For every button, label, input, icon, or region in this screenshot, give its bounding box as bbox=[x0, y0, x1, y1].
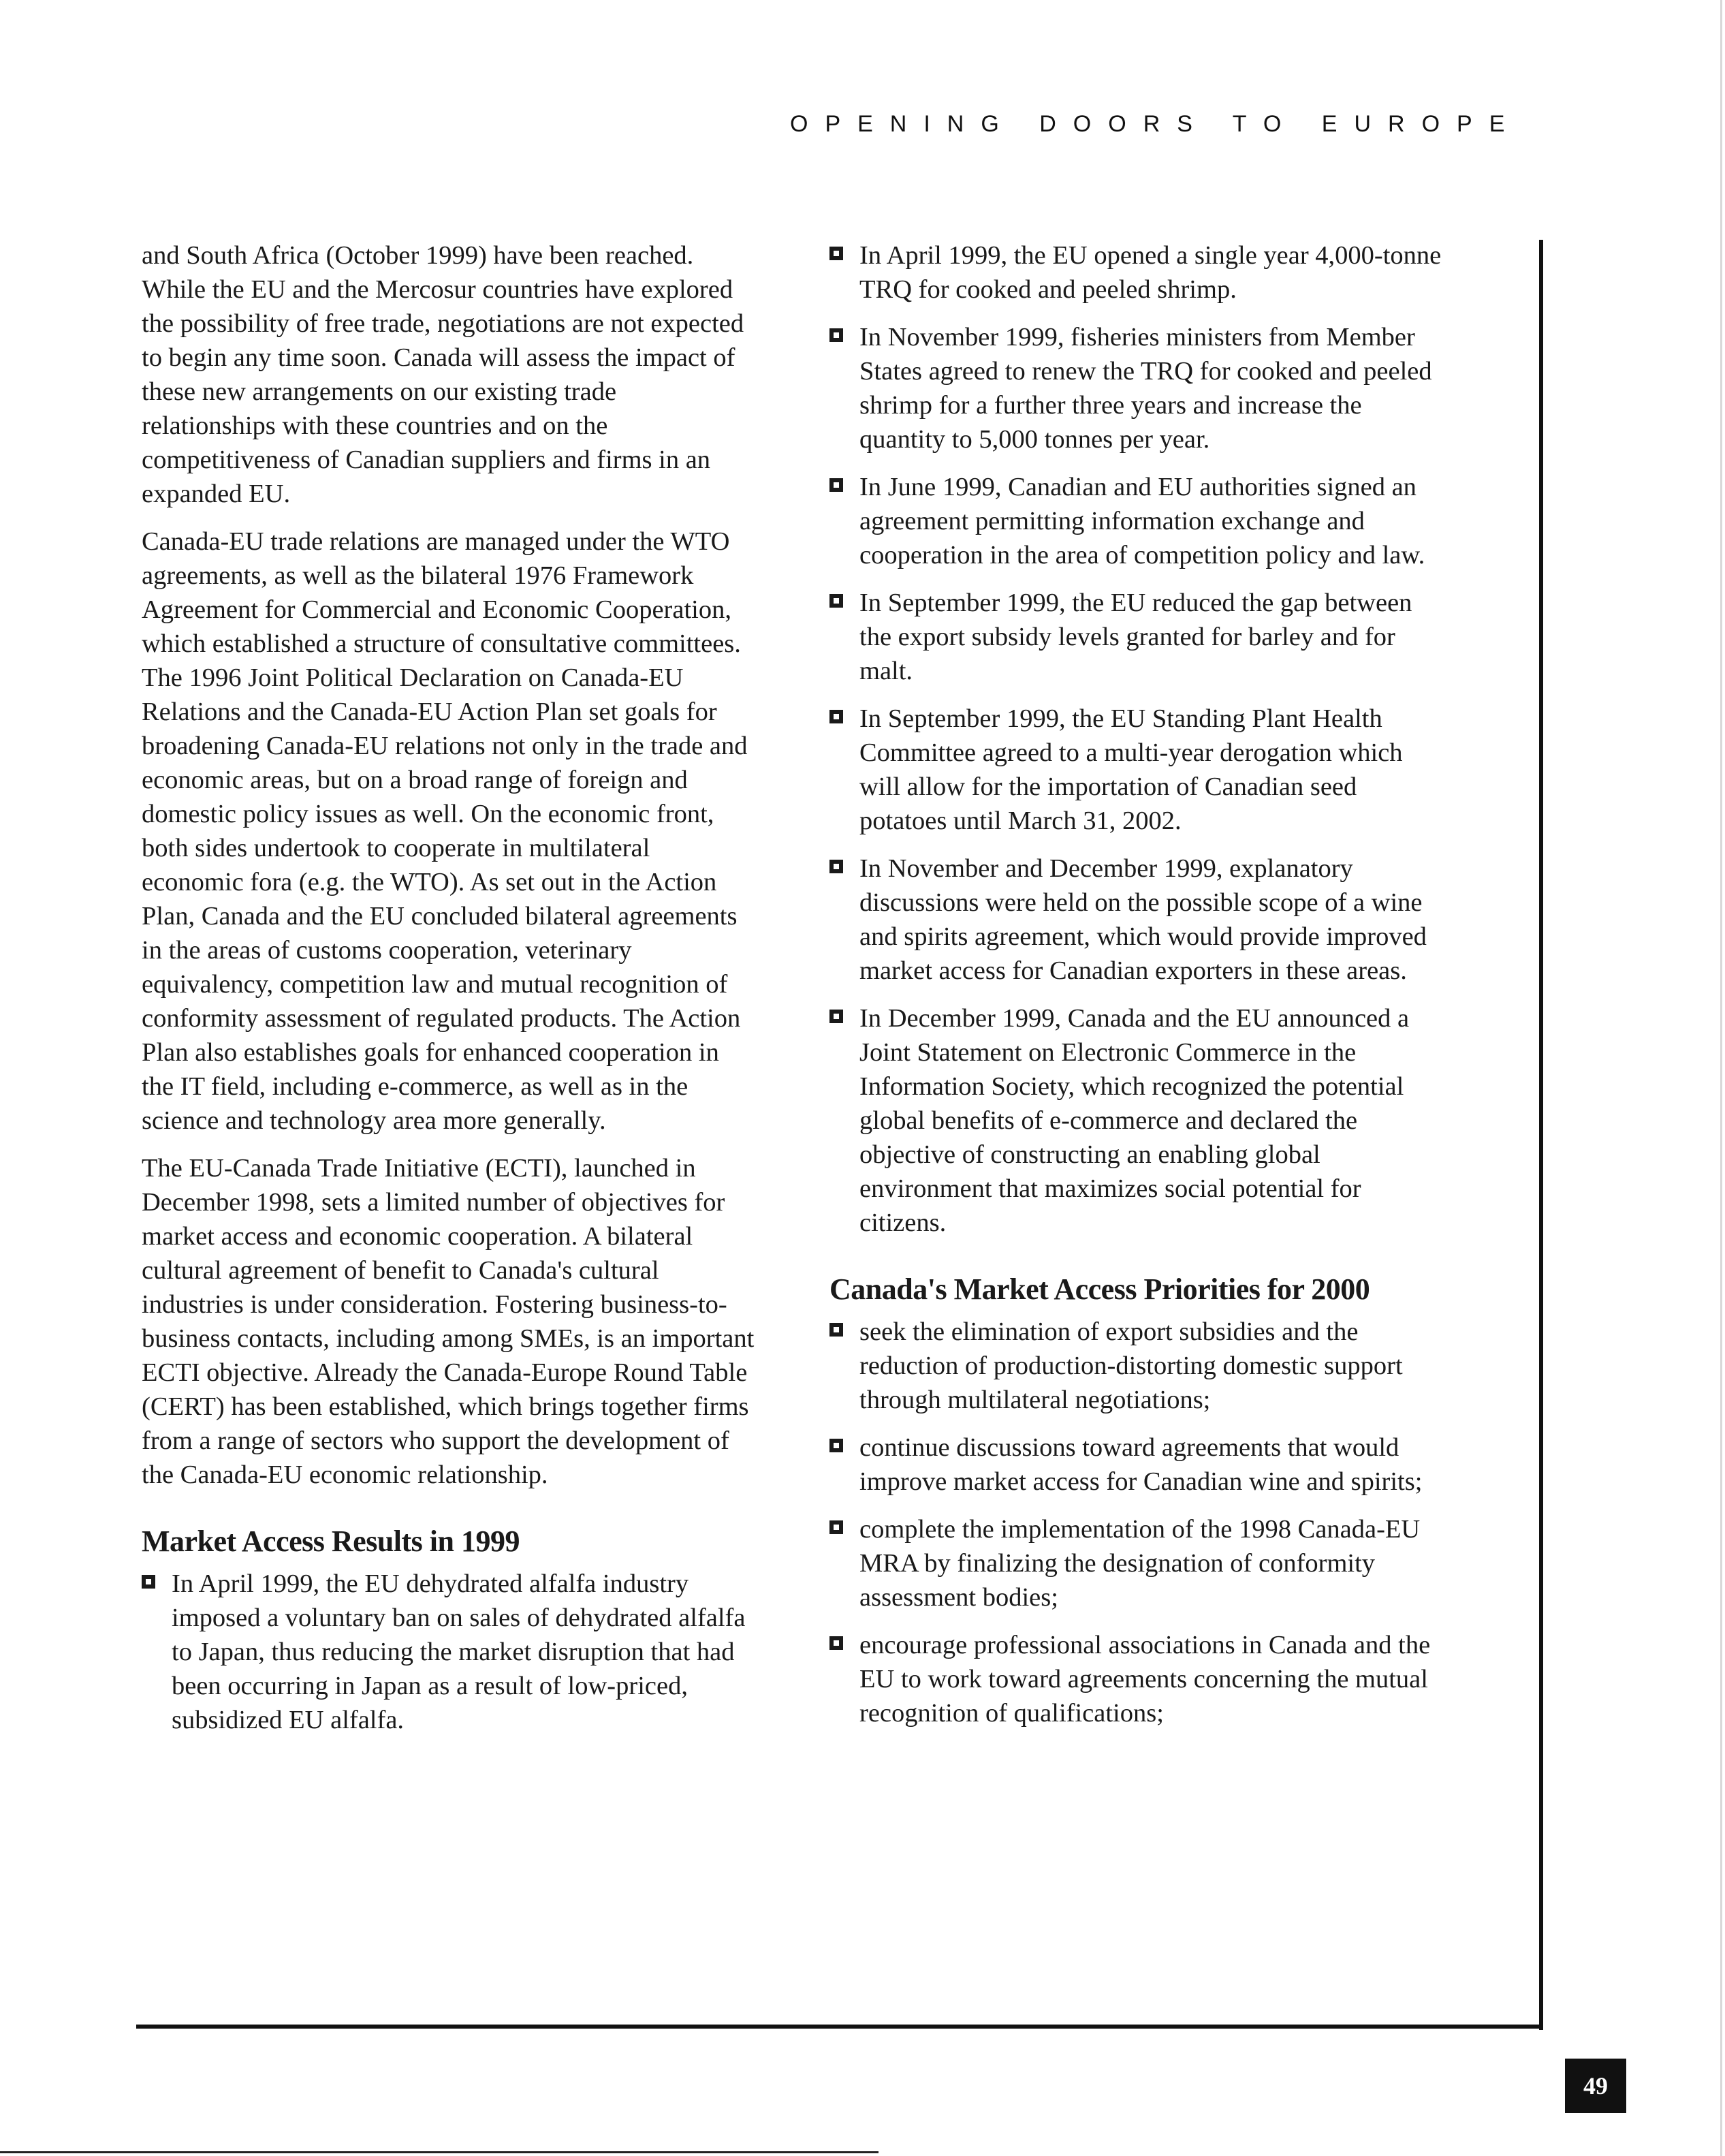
square-bullet-icon bbox=[829, 860, 843, 873]
results-list bbox=[142, 1567, 755, 1737]
list-item bbox=[829, 702, 1442, 838]
results-list-continued bbox=[829, 238, 1442, 1240]
list-item bbox=[829, 320, 1442, 456]
square-bullet-icon bbox=[829, 247, 843, 260]
list-item-text: encourage professional associations in Canada and the EU to work toward agreements concerning the mutual recognition of qualifications; bbox=[859, 1631, 1431, 1728]
list-item bbox=[829, 1001, 1442, 1240]
list-item-text: In November and December 1999, explanatory discussions were held on the possible scope of a wine and spirits agreement, which would provide improved market access for Canadian exporters in these areas. bbox=[859, 854, 1427, 985]
list-item bbox=[829, 470, 1442, 572]
section-heading-priorities: Canada's Market Access Priorities for 2000 bbox=[829, 1272, 1370, 1306]
list-item-text: In November 1999, fisheries ministers from Member States agreed to renew the TRQ for cooked and peeled shrimp for a further three years and increase the quantity to 5,000 tonnes per year. bbox=[859, 323, 1432, 454]
square-bullet-icon bbox=[829, 328, 843, 342]
list-item bbox=[829, 586, 1442, 688]
list-item bbox=[829, 852, 1442, 988]
square-bullet-icon bbox=[829, 1439, 843, 1452]
list-item-text: In December 1999, Canada and the EU announced a Joint Statement on Electronic Commerce in the Information Society, which recognized the potential global benefits of e-commerce and declared the objective of constructing an enabling global environment that maximizes social potential for citizens. bbox=[859, 1004, 1410, 1237]
body-paragraph: Canada-EU trade relations are managed under the WTO agreements, as well as the bilateral 1976 Framework Agreement for Commercial and Economic Cooperation, which established a structure of consultative committees. The 1996 Joint Political Declaration on Canada-EU Relations and the Canada-EU Action Plan set goals for broadening Canada-EU relations not only in the trade and economic areas, but on a broad range of foreign and domestic policy issues as well. On the economic front, both sides undertook to cooperate in multilateral economic fora (e.g. the WTO). As set out in the Action Plan, Canada and the EU concluded bilateral agreements in the areas of customs cooperation, veterinary equivalency, competition law and mutual recognition of conformity assessment of regulated products. The Action Plan also establishes goals for enhanced cooperation in the IT field, including e-commerce, as well as in the science and technology area more generally. bbox=[142, 527, 748, 1135]
square-bullet-icon bbox=[829, 478, 843, 492]
list-item-text: In September 1999, the EU reduced the gap between the export subsidy levels granted for barley and for malt. bbox=[859, 589, 1412, 685]
section-heading-results: Market Access Results in 1999 bbox=[142, 1525, 520, 1558]
page-number: 49 bbox=[1565, 2059, 1626, 2113]
running-head: OPENING DOORS TO EUROPE bbox=[790, 111, 1522, 137]
body-paragraph: and South Africa (October 1999) have been reached. While the EU and the Mercosur countries have explored the possibility of free trade, negotiations are not expected to begin any time soon. Canada will assess the impact of these new arrangements on our existing trade relationships with these countries and on the competitiveness of Canadian suppliers and firms in an expanded EU. bbox=[142, 241, 744, 508]
square-bullet-icon bbox=[829, 710, 843, 723]
list-item-text: seek the elimination of export subsidies and the reduction of production-distorting domestic support through multilateral negotiations; bbox=[859, 1317, 1403, 1414]
list-item bbox=[829, 1628, 1442, 1730]
list-item bbox=[829, 238, 1442, 307]
body-paragraph: The EU-Canada Trade Initiative (ECTI), launched in December 1998, sets a limited number of objectives for market access and economic cooperation. A bilateral cultural agreement of benefit to Canada's cultural industries is under consideration. Fostering business-to-business contacts, including among SMEs, is an important ECTI objective. Already the Canada-Europe Round Table (CERT) has been established, which brings together firms from a range of sectors who support the development of the Canada-EU economic relationship. bbox=[142, 1154, 755, 1489]
square-bullet-icon bbox=[829, 594, 843, 608]
square-bullet-icon bbox=[829, 1636, 843, 1650]
footer-rule bbox=[136, 2025, 1543, 2029]
right-column bbox=[829, 238, 1442, 1744]
list-item-text: complete the implementation of the 1998 Canada-EU MRA by finalizing the designation of conformity assessment bodies; bbox=[859, 1515, 1421, 1612]
square-bullet-icon bbox=[829, 1010, 843, 1023]
priorities-list bbox=[829, 1315, 1442, 1730]
scan-edge bbox=[1720, 0, 1722, 2156]
vertical-rule bbox=[1539, 240, 1543, 2030]
list-item-text: In June 1999, Canadian and EU authorities signed an agreement permitting information exchange and cooperation in the area of competition policy and law. bbox=[859, 473, 1425, 569]
list-item bbox=[829, 1431, 1442, 1499]
square-bullet-icon bbox=[829, 1323, 843, 1337]
list-item-text: continue discussions toward agreements that would improve market access for Canadian wine and spirits; bbox=[859, 1433, 1423, 1496]
square-bullet-icon bbox=[829, 1520, 843, 1534]
list-item bbox=[829, 1512, 1442, 1614]
scan-bottom-edge bbox=[0, 2151, 879, 2153]
list-item-text: In September 1999, the EU Standing Plant Health Committee agreed to a multi-year derogation which will allow for the importation of Canadian seed potatoes until March 31, 2002. bbox=[859, 704, 1403, 835]
square-bullet-icon bbox=[142, 1575, 155, 1589]
list-item-text: In April 1999, the EU dehydrated alfalfa industry imposed a voluntary ban on sales of dehydrated alfalfa to Japan, thus reducing the market disruption that had been occurring in Japan as a result of low-priced, subsidized EU alfalfa. bbox=[172, 1569, 746, 1734]
left-column bbox=[142, 238, 755, 1751]
list-item bbox=[142, 1567, 755, 1737]
list-item-text: In April 1999, the EU opened a single year 4,000-tonne TRQ for cooked and peeled shrimp. bbox=[859, 241, 1442, 304]
list-item bbox=[829, 1315, 1442, 1417]
